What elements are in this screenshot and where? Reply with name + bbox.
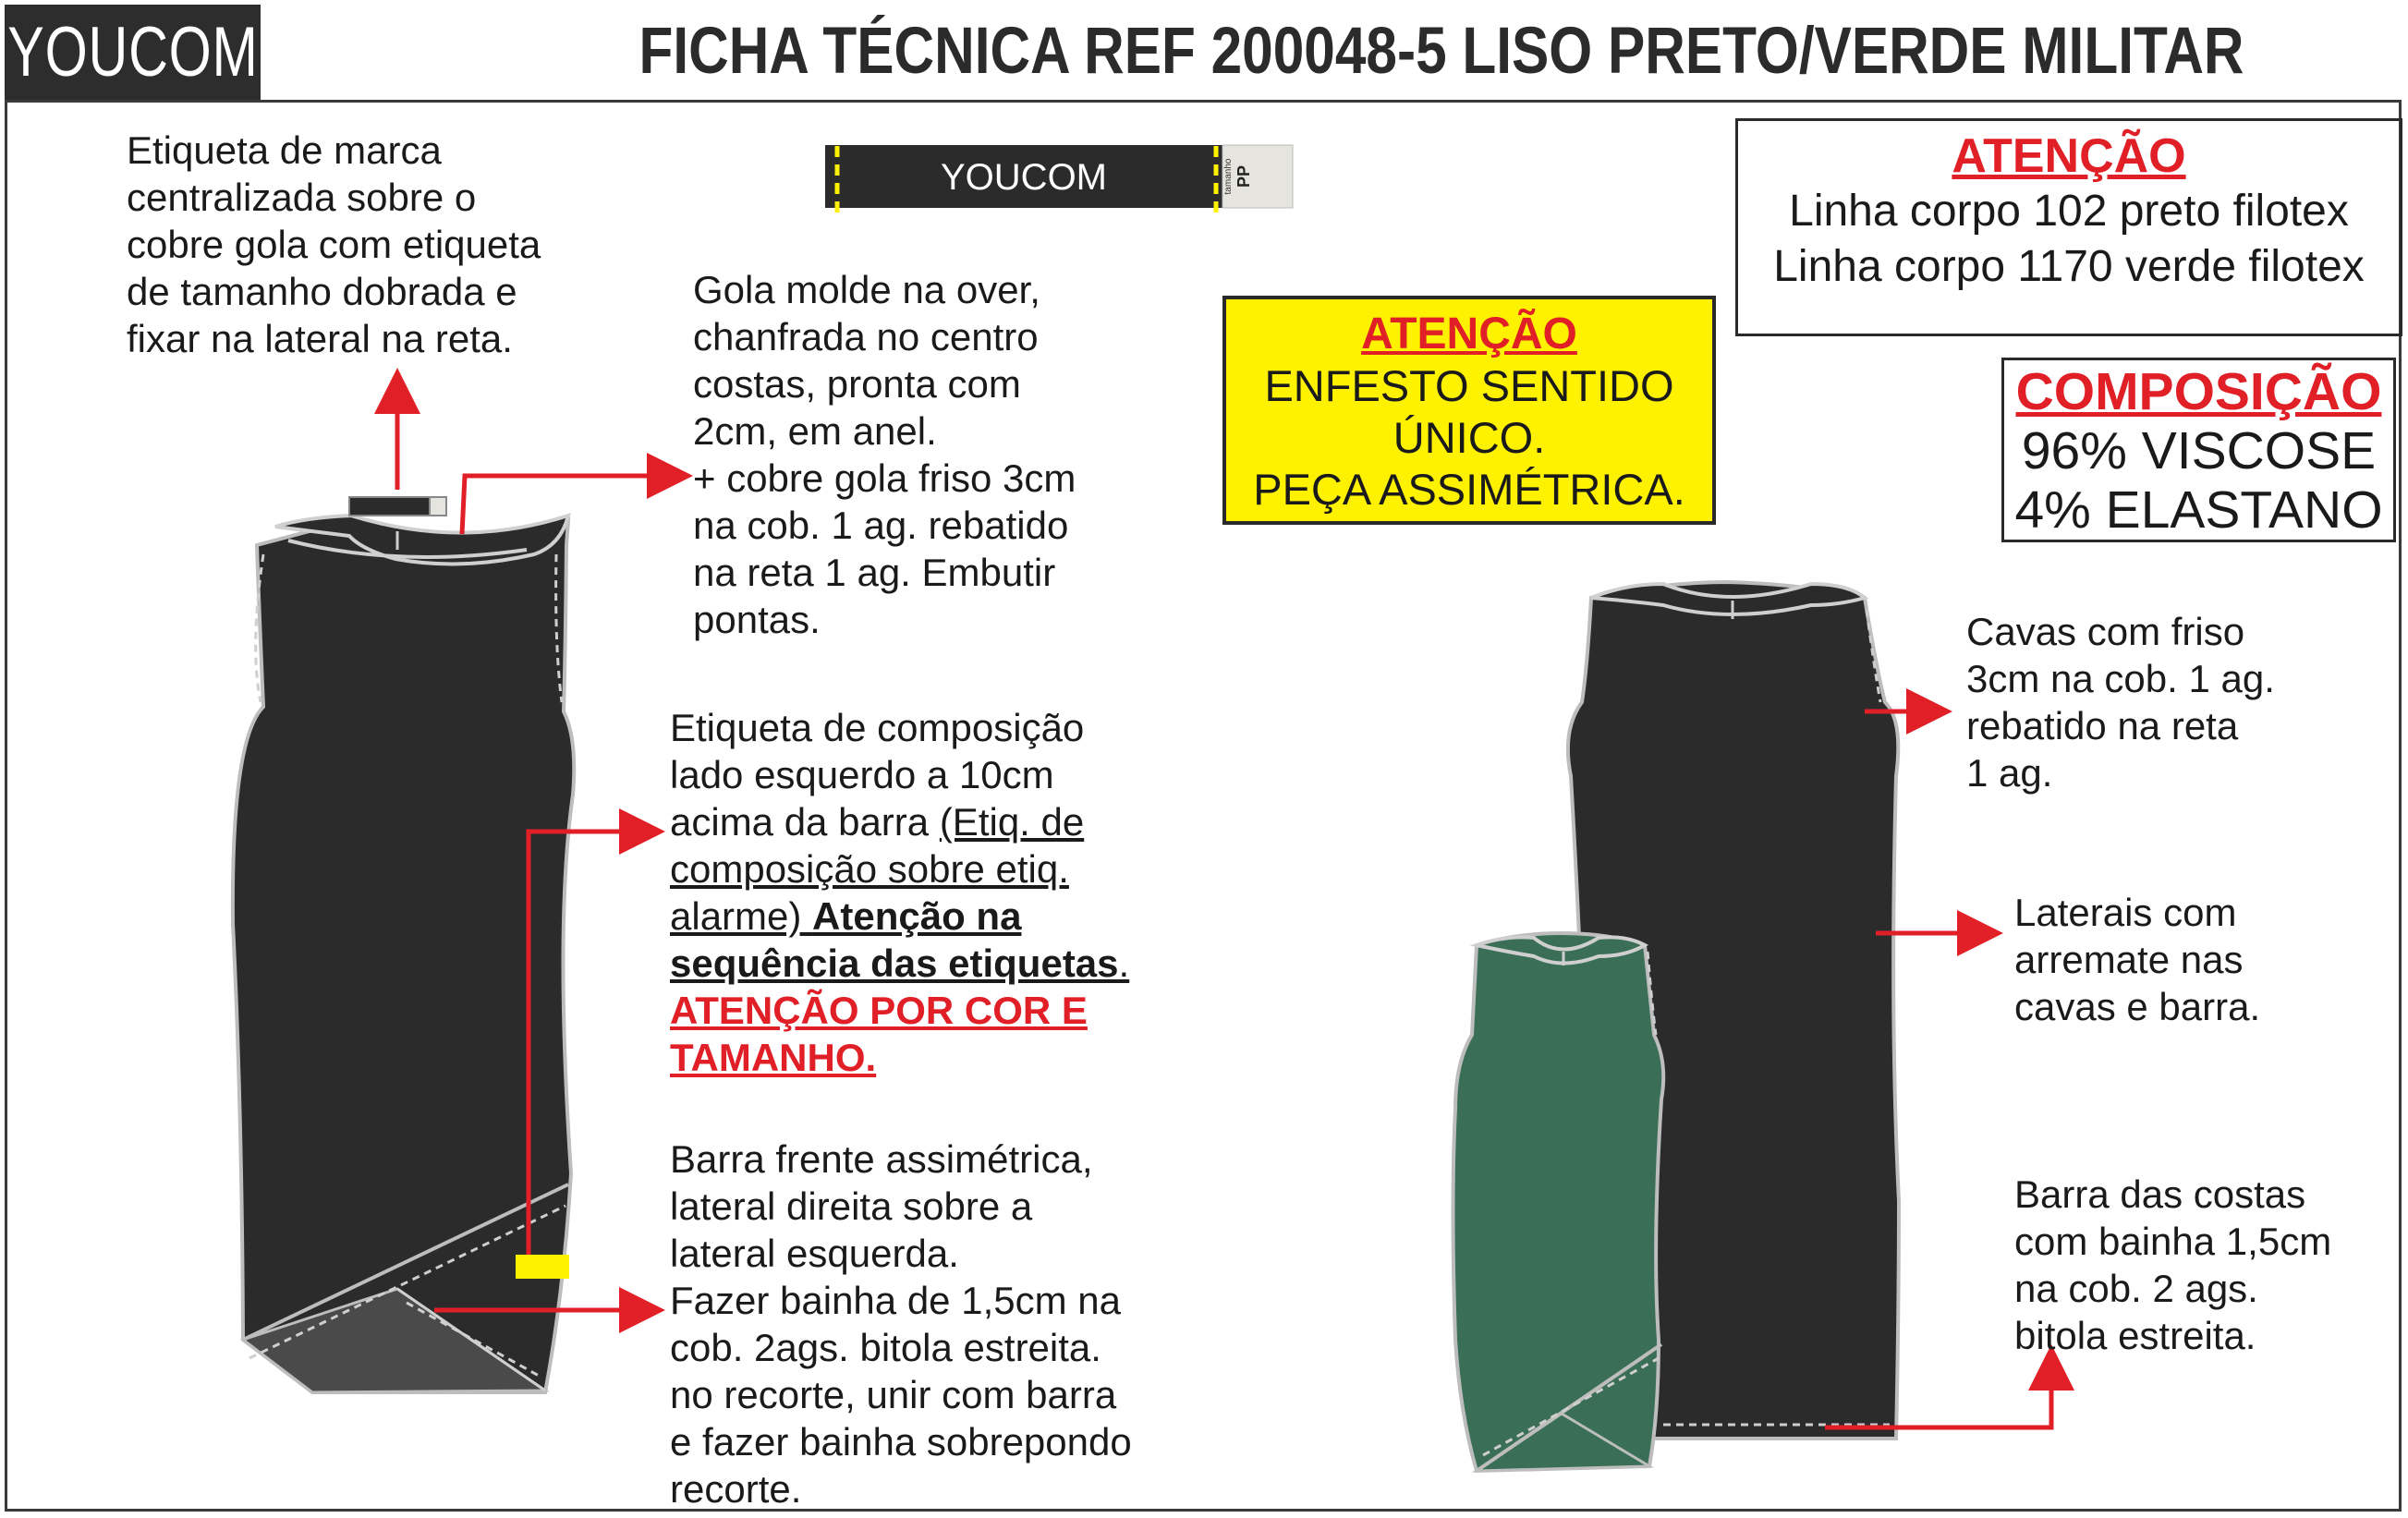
front-dress-drawing [233,497,574,1392]
attention-thread-box: ATENÇÃO Linha corpo 102 preto filotex Linha corpo 1170 verde filotex [1735,118,2402,336]
tape-size-caption: tamanho [1223,158,1234,195]
note-front-hem: Barra frente assimétrica, lateral direita sobre a lateral esquerda. Fazer bainha de 1,5cm na cob. 2ags. bitola estreita. no recorte, unir com barra e fazer bainha sobrepondo recorte. [670,1137,1132,1511]
composition-heading: COMPOSIÇÃO [2015,362,2382,421]
tape-size: PP [1234,164,1253,188]
label-tape-illustration [825,145,1293,218]
attention-heading: ATENÇÃO [1361,310,1577,358]
note-composition-label: Etiqueta de composição lado esquerdo a 10cm acima da barra (Etiq. de composição sobre etiq. alarme) Atenção na sequência das etiquetas. ATENÇÃO POR COR E TAMANHO. [670,706,1130,1079]
note-collar: Gola molde na over, chanfrada no centro costas, pronta com 2cm, em anel. + cobre gola friso 3cm na cob. 1 ag. rebatido na reta 1 ag. Embutir pontas. [693,268,1076,641]
page-title: FICHA TÉCNICA REF 200048-5 LISO PRETO/VERDE MILITAR [638,15,2244,88]
composition-label-marker [516,1255,569,1279]
note-back-hem: Barra das costas com bainha 1,5cm na cob. 2 ags. bitola estreita. [2014,1172,2332,1357]
note-brand-label: Etiqueta de marca centralizada sobre o cobre gola com etiqueta de tamanho dobrada e fixar na lateral na reta. [127,128,541,360]
composition-box: COMPOSIÇÃO 96% VISCOSE 4% ELASTANO [2001,358,2396,542]
note-armholes: Cavas com friso 3cm na cob. 1 ag. rebatido na reta 1 ag. [1966,610,2275,795]
note-sides: Laterais com arremate nas cavas e barra. [2014,891,2261,1028]
front-dress-green-drawing [1453,933,1664,1471]
logo-text: YOUCOM [6,13,259,91]
attention-cutting-box: ATENÇÃO ENFESTO SENTIDO ÚNICO. PEÇA ASSIMÉTRICA. [1222,296,1716,525]
collar-brand-label [349,497,442,516]
attention-thread-heading: ATENÇÃO [1952,129,2186,183]
tape-brand-text: YOUCOM [941,157,1107,198]
